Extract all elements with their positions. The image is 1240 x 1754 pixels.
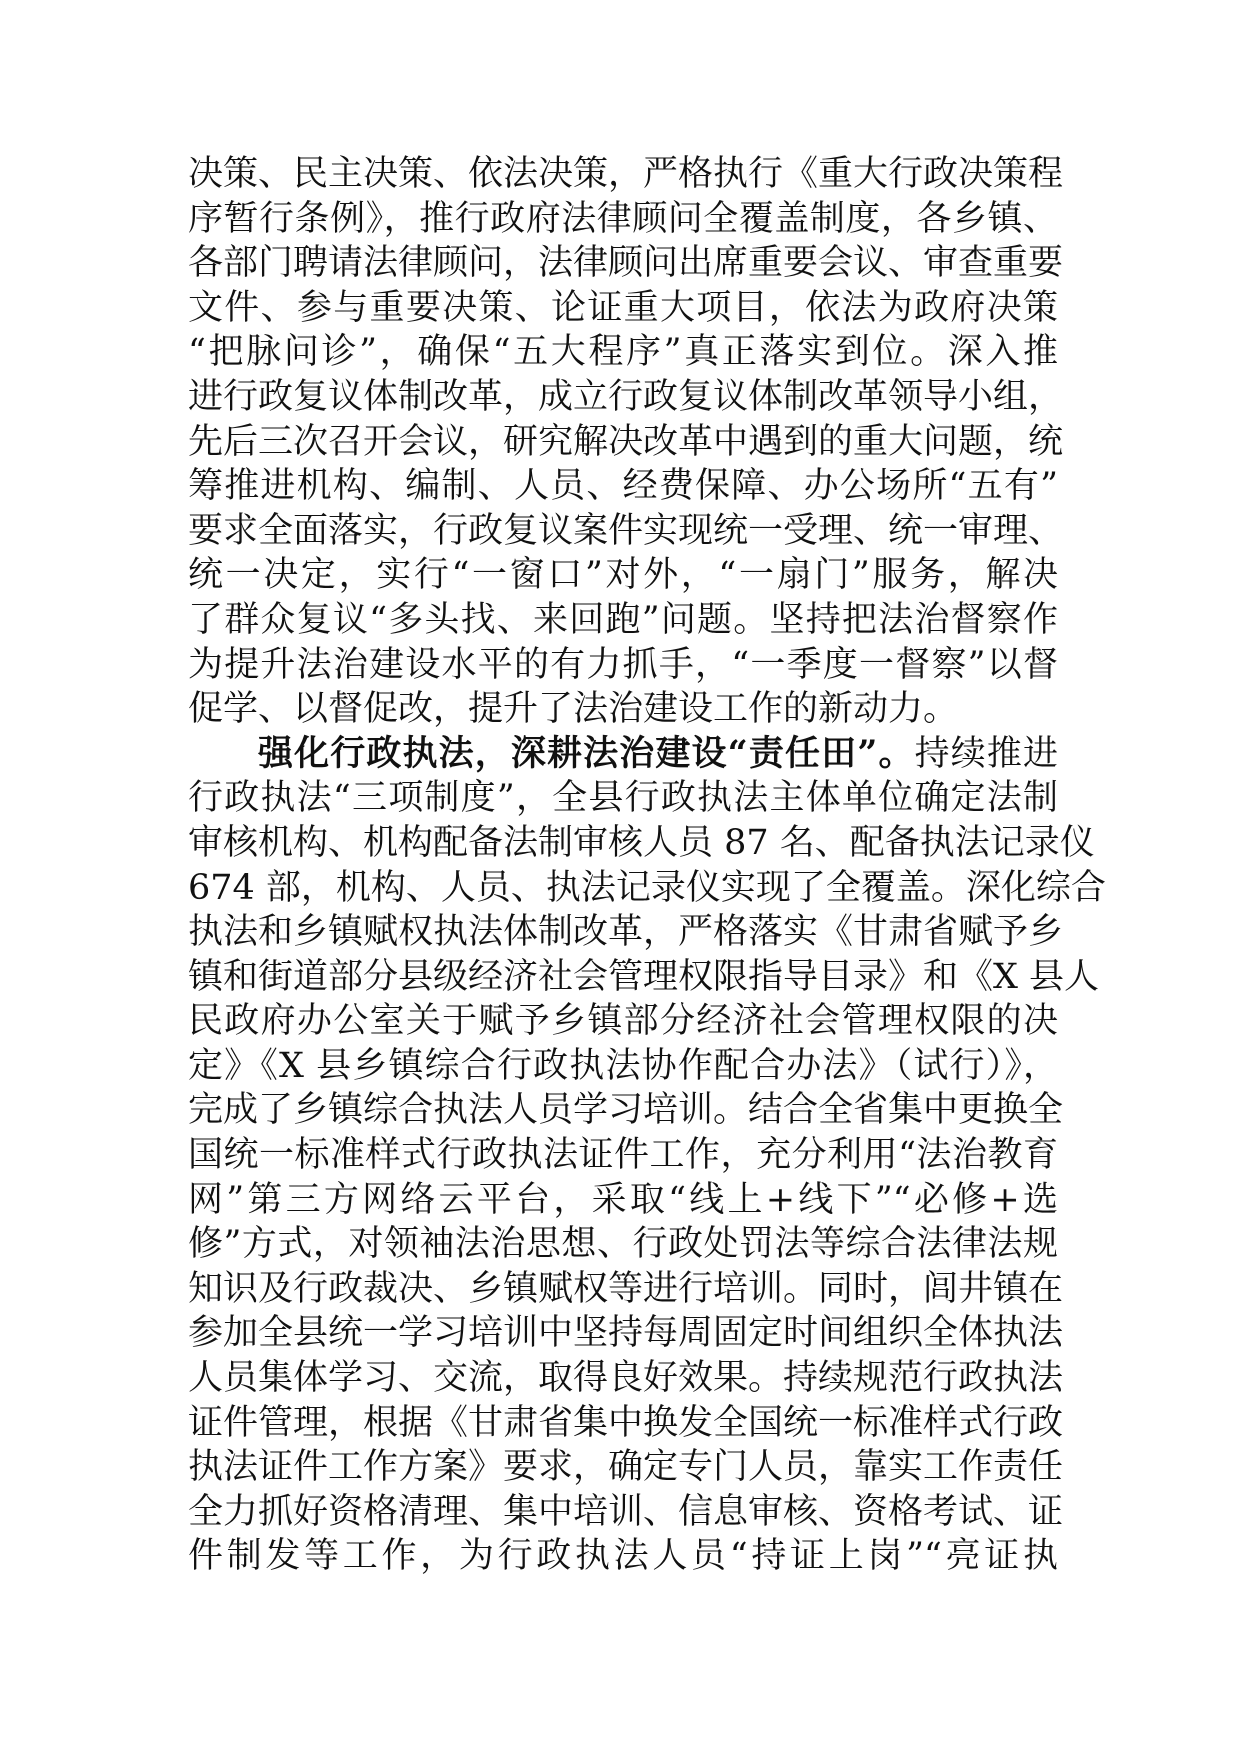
paragraph-1-line: 决策、民主决策、依法决策，严格执行《重大行政决策程 — [188, 154, 1064, 194]
paragraph-2-line: 镇和街道部分县级经济社会管理权限指导目录》和《X 县人 — [188, 956, 1100, 997]
paragraph-1-line: 要求全面落实，行政复议案件实现统一受理、统一审理、 — [188, 510, 1064, 551]
paragraph-1-line: 序暂行条例》，推行政府法律顾问全覆盖制度，各乡镇、 — [188, 198, 1058, 239]
paragraph-1-line: 筹推进机构、编制、人员、经费保障、办公场所“五有” — [188, 466, 1058, 507]
paragraph-2-line: 修”方式，对领袖法治思想、行政处罚法等综合法律法规 — [188, 1224, 1058, 1265]
paragraph-2-line: 674 部，机构、人员、执法记录仪实现了全覆盖。深化综合 — [188, 867, 1106, 908]
paragraph-2-line: 证件管理，根据《甘肃省集中换发全国统一标准样式行政 — [188, 1402, 1064, 1443]
paragraph-1-line: 文件、参与重要决策、论证重大项目，依法为政府决策 — [188, 287, 1058, 328]
paragraph-2-line: 民政府办公室关于赋予乡镇部分经济社会管理权限的决 — [188, 1001, 1058, 1042]
paragraph-2-line: 执法和乡镇赋权执法体制改革，严格落实《甘肃省赋予乡 — [188, 912, 1064, 953]
paragraph-2 — [188, 732, 1106, 1579]
paragraph-1 — [188, 152, 1064, 732]
paragraph-1-line: 统一决定，实行“一窗口”对外，“一扇门”服务，解决 — [188, 555, 1058, 596]
paragraph-2-first-line-rest: 持续推进 — [914, 733, 1058, 774]
paragraph-2-line: 全力抓好资格清理、集中培训、信息审核、资格考试、证 — [188, 1491, 1064, 1532]
section-heading: 强化行政执法，深耕法治建设“责任田”。 — [258, 732, 915, 774]
paragraph-2-line: 人员集体学习、交流，取得良好效果。持续规范行政执法 — [188, 1358, 1064, 1399]
paragraph-2-line: 执法证件工作方案》要求，确定专门人员，靠实工作责任 — [188, 1447, 1064, 1488]
paragraph-2-line: 件制发等工作，为行政执法人员“持证上岗”“亮证执 — [188, 1536, 1058, 1577]
paragraph-1-line: 先后三次召开会议，研究解决改革中遇到的重大问题，统 — [188, 421, 1064, 462]
paragraph-2-line: 完成了乡镇综合执法人员学习培训。结合全省集中更换全 — [188, 1090, 1064, 1131]
paragraph-2-line: 国统一标准样式行政执法证件工作，充分利用“法治教育 — [188, 1135, 1058, 1176]
paragraph-1-line: 各部门聘请法律顾问，法律顾问出席重要会议、审查重要 — [188, 243, 1064, 284]
paragraph-2-line: 定》《X 县乡镇综合行政执法协作配合办法》（试行）》， — [188, 1045, 1058, 1086]
paragraph-1-line: “把脉问诊”，确保“五大程序”真正落实到位。深入推 — [188, 332, 1058, 373]
paragraph-1-line: 进行政复议体制改革，成立行政复议体制改革领导小组， — [188, 376, 1064, 417]
paragraph-2-line: 行政执法“三项制度”，全县行政执法主体单位确定法制 — [188, 778, 1058, 819]
paragraph-2-line: 知识及行政裁决、乡镇赋权等进行培训。同时，闾井镇在 — [188, 1268, 1064, 1309]
paragraph-2-line: 审核机构、机构配备法制审核人员 87 名、配备执法记录仪 — [188, 822, 1095, 863]
paragraph-2-first-line — [188, 732, 1058, 777]
body-text — [188, 152, 1106, 1579]
paragraph-2-line: 网”第三方网络云平台，采取“线上+线下”“必修+选 — [188, 1179, 1058, 1220]
paragraph-1-line: 了群众复议“多头找、来回跑”问题。坚持把法治督察作 — [188, 599, 1058, 640]
paragraph-1-line: 为提升法治建设水平的有力抓手，“一季度一督察”以督 — [188, 644, 1058, 685]
paragraph-1-line: 促学、以督促改，提升了法治建设工作的新动力。 — [188, 689, 959, 730]
paragraph-2-line: 参加全县统一学习培训中坚持每周固定时间组织全体执法 — [188, 1313, 1064, 1354]
